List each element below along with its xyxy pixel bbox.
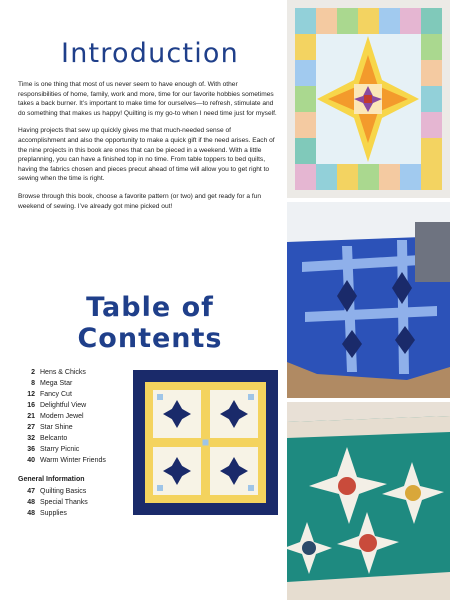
toc-entry[interactable]: [18, 444, 133, 455]
toc-page-number: 48: [27, 499, 35, 506]
intro-paragraph: Having projects that sew up quickly gives me that much-needed sense of accomplishment and also the opportunity to make a quick gift if the need arises. Each of the nine projects in this book are ones that can be pieced in a weekend. With a little preplanning, you can have a finished top in no time. From table toppers to bed quilts, having the fabrics chosen and pieces precut ahead of time will allow you to get right to sewing when the time is right.: [18, 127, 275, 183]
toc-entry[interactable]: [18, 411, 133, 422]
teal-star-quilt-on-bed-photo: [287, 402, 450, 600]
toc-entry-name: Special Thanks: [40, 499, 88, 506]
toc-entry[interactable]: [18, 486, 133, 497]
toc-entry-name: Supplies: [40, 510, 67, 517]
toc-entry[interactable]: [18, 367, 133, 378]
intro-paragraph: Time is one thing that most of us never seem to have enough of. With other responsibilities of home, family, work and more, time for our favorite hobbies sometimes takes a back burner. It’s important to make time for ourselves—to refresh, stimulate and do something that makes us happy! Quilting is my go-to when I need time just for myself.: [18, 81, 277, 117]
toc-entry-name: Quilting Basics: [40, 488, 87, 495]
toc-page-number: 40: [27, 457, 35, 464]
toc-entry[interactable]: [18, 378, 133, 389]
toc-page-number: 47: [27, 488, 35, 495]
toc-entry[interactable]: [18, 400, 133, 411]
toc-list: [18, 367, 133, 519]
toc-entry-name: Starry Picnic: [40, 446, 80, 453]
toc-page-number: 48: [27, 510, 35, 517]
toc-entry-name: Warm Winter Friends: [40, 457, 106, 464]
toc-entry[interactable]: [18, 433, 133, 444]
intro-paragraph: Browse through this book, choose a favorite pattern (or two) and get ready for a fun weekend of sewing. I’ve already got mine picked out!: [18, 192, 262, 210]
toc-entry-name: Star Shine: [40, 424, 73, 431]
introduction-body: [18, 80, 280, 219]
toc-page-number: 2: [31, 369, 35, 376]
toc-entry[interactable]: [18, 455, 133, 466]
toc-entry-name: Belcanto: [40, 435, 68, 442]
toc-title: [30, 292, 270, 354]
toc-entry-name: Mega Star: [40, 380, 73, 387]
toc-title-line2: Contents: [77, 323, 223, 354]
toc-entry-name: Fancy Cut: [40, 391, 72, 398]
toc-page-number: 27: [27, 424, 35, 431]
toc-entry[interactable]: [18, 389, 133, 400]
toc-page-number: 21: [27, 413, 35, 420]
toc-page-number: 16: [27, 402, 35, 409]
blue-quilt-on-chair-photo: [287, 202, 450, 398]
toc-section-heading: General Information: [18, 476, 85, 483]
toc-entry[interactable]: [18, 508, 133, 519]
navy-yellow-quilt-photo: [133, 370, 278, 515]
toc-page-number: 36: [27, 446, 35, 453]
toc-entry-name: Hens & Chicks: [40, 369, 86, 376]
toc-page-number: 32: [27, 435, 35, 442]
star-quilt-photo: [287, 0, 450, 198]
toc-page-number: 8: [31, 380, 35, 387]
toc-title-line1: Table of: [86, 292, 214, 323]
introduction-title: Introduction: [61, 38, 239, 69]
toc-entry[interactable]: [18, 422, 133, 433]
toc-entry-name: Delightful View: [40, 402, 87, 409]
toc-entry-name: Modern Jewel: [40, 413, 84, 420]
toc-page-number: 12: [27, 391, 35, 398]
toc-entry[interactable]: [18, 497, 133, 508]
